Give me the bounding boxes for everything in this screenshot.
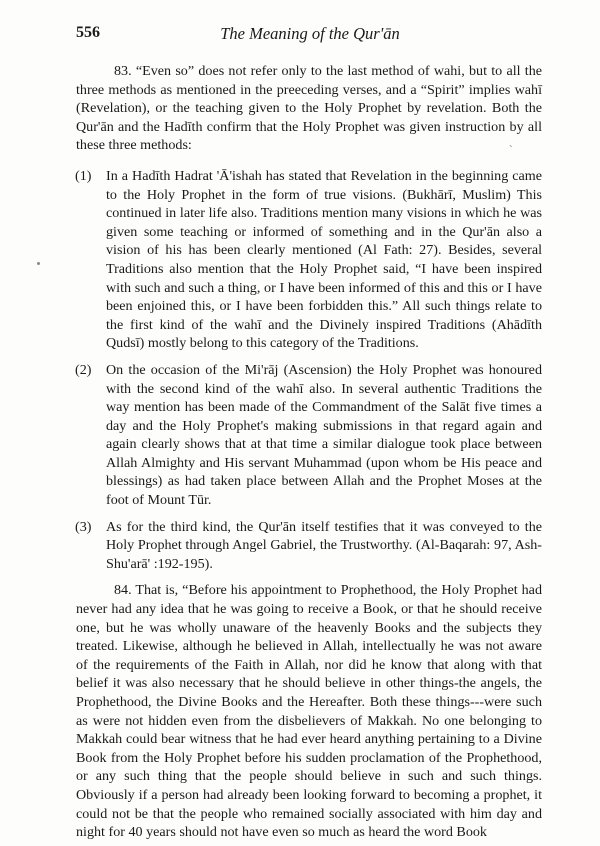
list-item — [76, 167, 542, 353]
list-item-text: On the occasion of the Mi'rāj (Ascension) the Holy Prophet was honoured with the second kind of the wahī also. In several authentic Traditions the way mention has been made of the Commandment of the Salāt five times a day and the Holy Prophet's making submissions in that regard again and again clearly shows that at that time a similar dialogue took place between Allah Almighty and His servant Muhammad (upon whom be His peace and blessings) as had taken place between Allah and the Prophet Moses at the foot of Mount Tūr. — [106, 361, 542, 509]
methods-list — [76, 167, 542, 573]
running-title: The Meaning of the Qur'ān — [220, 24, 400, 43]
list-marker: (3) — [75, 518, 92, 535]
dust-speck-icon — [37, 262, 40, 265]
page-number: 556 — [76, 24, 100, 41]
paragraph-note-84: 84. That is, “Before his appointment to Prophethood, the Holy Prophet had never had any idea that he was going to receive a Book, or that he should receive one, but he was wholly unaware of the heavenly Books and the subjects they treated. Likewise, although he believed in Allah, intellectually he was not aware of the requirements of the Faith in Allah, nor did he know that along with that belief it was also necessary that he should believe in other things-the angels, the Prophethood, the Divine Books and the Hereafter. Both these things---were such as were not hidden even from the disbelievers of Makkah. No one belonging to Makkah could bear witness that he had ever heard anything pertaining to a Divine Book from the Holy Prophet before his sudden proclamation of the Prophethood, or any such thing that the people should believe in such and such things. Obviously if a person had already been looking forward to becoming a prophet, it could not be that the people who remained socially associated with him day and night for 40 years should not have even so much as heard the word Book — [76, 582, 542, 841]
stray-mark-icon: ` — [509, 144, 513, 156]
list-item-text: As for the third kind, the Qur'ān itself testifies that it was conveyed to the Holy Prophet through Angel Gabriel, the Trustworthy. (Al-Baqarah: 97, Ash-Shu'arā' :192-195). — [106, 518, 542, 572]
spacer — [76, 159, 542, 167]
list-item — [76, 518, 542, 574]
paragraph-note-83: 83. “Even so” does not refer only to the last method of wahi, but to all the three methods as mentioned in the preeceding verses, and a “Spirit” implies wahī (Revelation), or the teaching given to the Holy Prophet by revelation. Both the Qur'ān and the Hadīth confirm that the Holy Prophet was given instruction by all these three methods: — [76, 63, 542, 154]
list-item-text: In a Hadīth Hadrat 'Ā'ishah has stated that Revelation in the beginning came to the Holy Prophet in the form of true visions. (Bukhārī, Muslim) This continued in later life also. Traditions mention many visions in which he was given some teaching or informed of something and in the Qur'ān also a vision of his has been clearly mentioned (Al Fath: 27). Besides, several Traditions also mention that the Holy Prophet said, “I have been inspired with such and such a thing, or I have been informed of this and this or I have been enjoined this, or I have been forbidden this.” All such things relate to the first kind of the wahī and the Divinely inspired Traditions (Ahādīth Qudsī) mostly belong to this category of the Traditions. — [106, 167, 542, 352]
list-item — [76, 361, 542, 510]
list-marker: (1) — [75, 167, 92, 184]
page-header — [76, 24, 544, 46]
page-body — [76, 62, 542, 846]
list-marker: (2) — [75, 361, 92, 378]
